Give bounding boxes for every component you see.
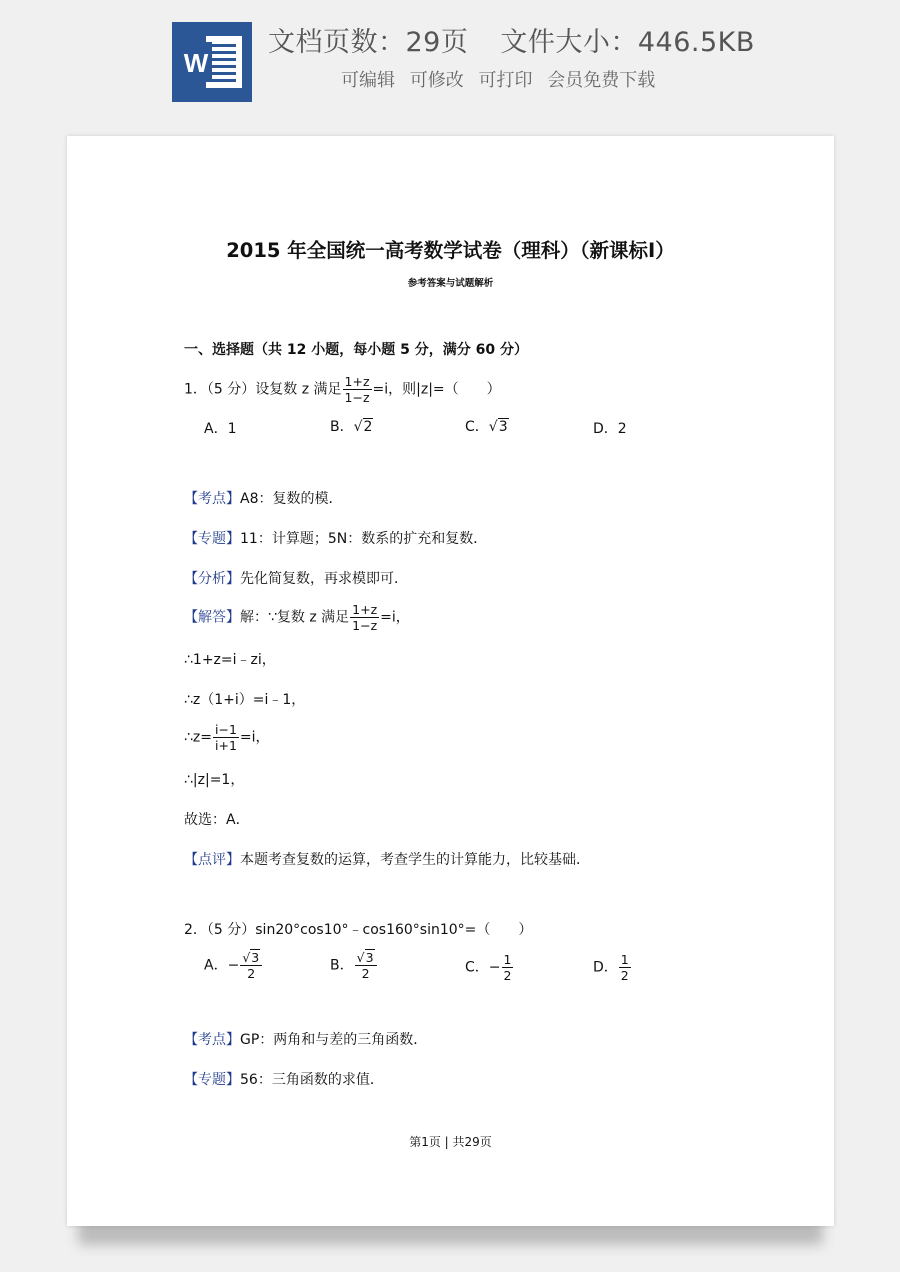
q1-dianping: 【点评】本题考查复数的运算，考查学生的计算能力，比较基础．: [184, 852, 590, 868]
feature-item: 可编辑: [341, 70, 395, 91]
q1-stem: 1．（5 分）设复数 z 满足 $\frac{1+z}{1-z}$ =i，则|z|=（ ）: [184, 374, 501, 405]
fraction: $\frac{1+z}{1-z}$: [344, 374, 370, 405]
q1-option-c: C．√3: [465, 419, 508, 435]
q2-kaodian: 【考点】GP：两角和与差的三角函数．: [184, 1032, 428, 1048]
q1-zhuanti: 【专题】11：计算题；5N：数系的扩充和复数．: [184, 531, 488, 547]
word-icon: [172, 22, 252, 102]
doc-title: 2015 年全国统一高考数学试卷（理科）（新课标Ⅰ）: [226, 239, 675, 262]
feature-item: 可打印: [478, 70, 533, 91]
page-count: 文档页数：29页: [268, 27, 469, 58]
q1-fenxi: 【分析】先化简复数，再求模即可．: [184, 571, 408, 587]
header-banner: [0, 0, 900, 120]
file-size: 文件大小：446.5KB: [500, 27, 755, 58]
q1-step: ∴1+z=i﹣zi，: [184, 652, 276, 668]
q2-zhuanti: 【专题】56：三角函数的求值．: [184, 1072, 384, 1088]
q1-option-a: A．1: [204, 421, 237, 437]
svg-text:W: W: [183, 48, 209, 78]
doc-meta: [268, 20, 755, 59]
feature-list: [341, 66, 664, 92]
fraction: $\frac{1}{2}$: [620, 952, 629, 983]
fraction: $\frac{1+z}{1-z}$: [352, 602, 378, 633]
page-footer: 第1页 | 共29页: [409, 1135, 492, 1149]
document-page: [67, 136, 834, 1226]
fraction: $\frac{i-1}{i+1}$: [215, 722, 237, 753]
q1-step: ∴z（1+i）=i﹣1，: [184, 692, 306, 708]
q2-option-c: C．− $\frac{1}{2}$: [465, 952, 512, 983]
q1-kaodian: 【考点】A8：复数的模．: [184, 491, 343, 507]
doc-subtitle: 参考答案与试题解析: [407, 278, 494, 289]
q1-step: ∴|z|=1，: [184, 772, 245, 788]
q2-option-d: D． $\frac{1}{2}$: [593, 952, 629, 983]
fraction: $\frac{1}{2}$: [503, 952, 512, 983]
feature-item: 会员免费下载: [547, 70, 656, 91]
feature-item: 可修改: [409, 70, 464, 91]
q1-option-d: D．2: [593, 421, 627, 437]
q2-option-b: B． $\frac{√3}{2}$: [330, 950, 378, 981]
q1-step: ∴z= $\frac{i-1}{i+1}$ =i，: [184, 722, 270, 753]
q1-step: 故选：A．: [184, 812, 250, 828]
section-heading: 一、选择题（共 12 小题，每小题 5 分，满分 60 分）: [184, 342, 528, 358]
q2-option-a: A．− $\frac{√3}{2}$: [204, 950, 263, 981]
fraction: $\frac{√3}{2}$: [355, 950, 377, 981]
q1-option-b: B．√2: [330, 419, 373, 435]
fraction: $\frac{√3}{2}$: [240, 950, 262, 981]
q1-jieda: 【解答】解：∵复数 z 满足 $\frac{1+z}{1-z}$ =i，: [184, 602, 410, 633]
q2-stem: 2．（5 分）sin20°cos10°﹣cos160°sin10°=（ ）: [184, 922, 533, 938]
